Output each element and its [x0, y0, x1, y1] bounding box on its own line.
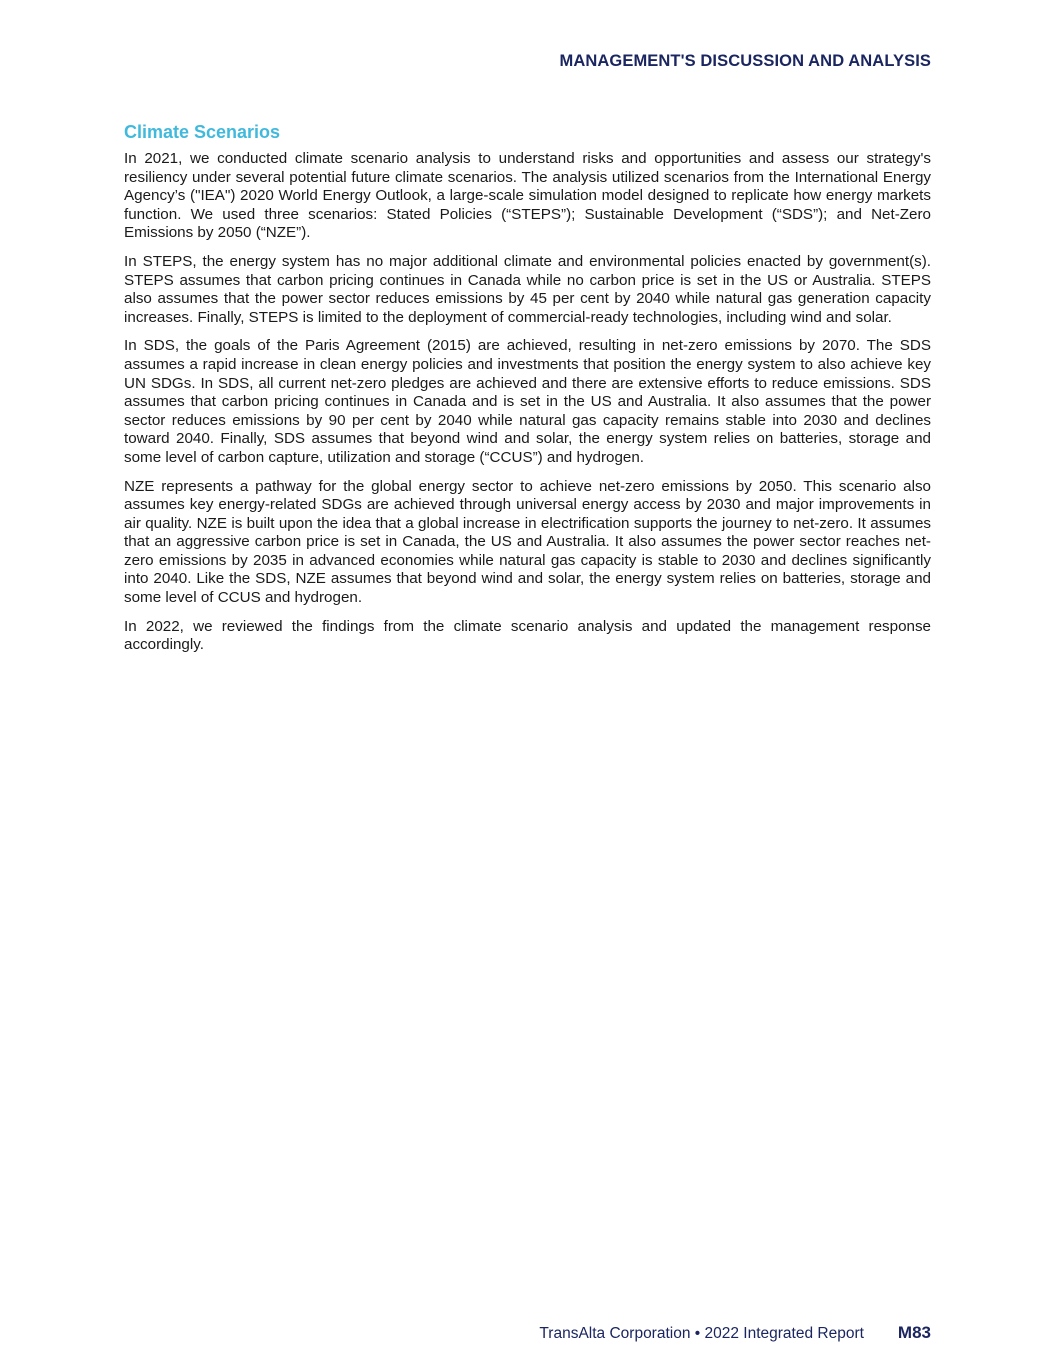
footer-report-title: TransAlta Corporation • 2022 Integrated Report [539, 1325, 864, 1342]
running-header: MANAGEMENT'S DISCUSSION AND ANALYSIS [559, 52, 931, 70]
paragraph-steps: In STEPS, the energy system has no major additional climate and environmental policies enacted by government(s). STEPS assumes that carbon pricing continues in Canada while no carbon price is set in the US or Australia. STEPS also assumes that the power sector reduces emissions by 45 per cent by 2040 while natural gas generation capacity increases. Finally, STEPS is limited to the deployment of commercial-ready technologies, including wind and solar. [124, 252, 931, 326]
section-title: Climate Scenarios [124, 122, 281, 142]
paragraph-intro: In 2021, we conducted climate scenario analysis to understand risks and opportunities and assess our strategy's resiliency under several potential future climate scenarios. The analysis utilized scenarios from the International Energy Agency’s ("IEA") 2020 World Energy Outlook, a large-scale simulation model designed to replicate how energy markets function. We used three scenarios: Stated Policies (“STEPS”); Sustainable Development (“SDS”); and Net-Zero Emissions by 2050 (“NZE”). [124, 150, 931, 242]
page-number: M83 [897, 1323, 931, 1342]
main-content [124, 120, 931, 665]
paragraph-sds: In SDS, the goals of the Paris Agreement (2015) are achieved, resulting in net-zero emissions by 2070. The SDS assumes a rapid increase in clean energy policies and investments that position the energy system to also achieve key UN SDGs. In SDS, all current net-zero pledges are achieved and there are extensive efforts to reduce emissions. SDS assumes that carbon pricing continues in Canada and is set in the US and Australia. It also assumes that the power sector reduces emissions by 90 per cent by 2040 while natural gas capacity remains stable into 2030 and declines toward 2040. Finally, SDS assumes that beyond wind and solar, the energy system relies on batteries, storage and some level of carbon capture, utilization and storage (“CCUS”) and hydrogen. [124, 337, 931, 466]
page-footer [539, 1323, 931, 1343]
paragraph-nze: NZE represents a pathway for the global energy sector to achieve net-zero emissions by 2050. This scenario also assumes key energy-related SDGs are achieved through universal energy access by 2030 and major improvements in air quality. NZE is built upon the idea that a global increase in electrification supports the journey to net-zero. It assumes that an aggressive carbon price is set in Canada, the US and Australia. It also assumes the power sector reaches net-zero emissions by 2035 in advanced economies while natural gas capacity is stable to 2030 and declines significantly into 2040. Like the SDS, NZE assumes that beyond wind and solar, the energy system relies on batteries, storage and some level of CCUS and hydrogen. [124, 477, 931, 607]
paragraph-conclusion: In 2022, we reviewed the findings from the climate scenario analysis and updated the management response accordingly. [124, 617, 931, 654]
